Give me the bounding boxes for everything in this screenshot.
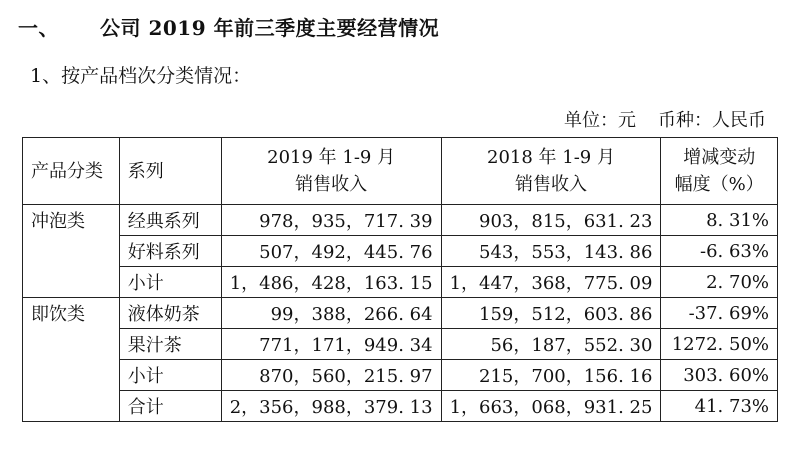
change-cell: 2. 70%	[661, 267, 778, 298]
category-cell	[23, 236, 120, 267]
sales-by-product-table	[22, 137, 778, 422]
sales-2019-cell: 99，388，266. 64	[221, 298, 441, 329]
table-row	[23, 205, 778, 236]
sales-2018-cell: 1，447，368，775. 09	[441, 267, 661, 298]
sales-2018-cell: 56，187，552. 30	[441, 329, 661, 360]
sales-2018-cell: 215，700，156. 16	[441, 360, 661, 391]
table-row	[23, 360, 778, 391]
table-row	[23, 267, 778, 298]
header-change-line1: 增减变动	[683, 147, 756, 168]
change-cell: -37. 69%	[661, 298, 778, 329]
table-row	[23, 329, 778, 360]
category-cell	[23, 360, 120, 391]
category-cell	[23, 267, 120, 298]
header-change-line2: 幅度（%）	[674, 174, 764, 195]
change-cell: 303. 60%	[661, 360, 778, 391]
change-cell: 41. 73%	[661, 391, 778, 422]
sales-2019-cell: 2，356，988，379. 13	[221, 391, 441, 422]
section-title: 公司 2019 年前三季度主要经营情况	[100, 16, 440, 40]
sales-2018-cell: 159，512，603. 86	[441, 298, 661, 329]
sales-2018-cell: 543，553，143. 86	[441, 236, 661, 267]
section-number: 一、	[18, 16, 59, 40]
sales-2018-cell: 1，663，068，931. 25	[441, 391, 661, 422]
header-sales-2019	[221, 138, 441, 205]
header-sales-2019-period: 2019 年 1-9 月	[267, 147, 396, 168]
section-heading	[18, 12, 439, 41]
category-cell: 即饮类	[23, 298, 120, 329]
series-cell: 小计	[119, 360, 221, 391]
change-cell: 8. 31%	[661, 205, 778, 236]
table-row	[23, 298, 778, 329]
subsection-heading: 1、按产品档次分类情况：	[30, 65, 252, 87]
sales-2019-cell: 1，486，428，163. 15	[221, 267, 441, 298]
header-series: 系列	[119, 138, 221, 205]
series-cell: 合计	[119, 391, 221, 422]
unit-note	[564, 106, 766, 132]
sales-2019-cell: 870，560，215. 97	[221, 360, 441, 391]
table-row	[23, 236, 778, 267]
category-cell	[23, 391, 120, 422]
header-change	[661, 138, 778, 205]
header-sales-2019-label: 销售收入	[295, 174, 368, 195]
header-category: 产品分类	[23, 138, 120, 205]
change-cell: -6. 63%	[661, 236, 778, 267]
unit-label: 单位：元	[564, 110, 636, 131]
sales-2019-cell: 978，935，717. 39	[221, 205, 441, 236]
sales-2019-cell: 771，171，949. 34	[221, 329, 441, 360]
series-cell: 小计	[119, 267, 221, 298]
header-sales-2018	[441, 138, 661, 205]
header-sales-2018-period: 2018 年 1-9 月	[487, 147, 615, 168]
sales-2019-cell: 507，492，445. 76	[221, 236, 441, 267]
series-cell: 经典系列	[119, 205, 221, 236]
table-total-row	[23, 391, 778, 422]
currency-label: 币种：人民币	[658, 110, 766, 131]
category-cell	[23, 329, 120, 360]
category-cell: 冲泡类	[23, 205, 120, 236]
header-sales-2018-label: 销售收入	[515, 174, 587, 195]
series-cell: 液体奶茶	[119, 298, 221, 329]
series-cell: 果汁茶	[119, 329, 221, 360]
change-cell: 1272. 50%	[661, 329, 778, 360]
sales-2018-cell: 903，815，631. 23	[441, 205, 661, 236]
series-cell: 好料系列	[119, 236, 221, 267]
table-header-row	[23, 138, 778, 205]
